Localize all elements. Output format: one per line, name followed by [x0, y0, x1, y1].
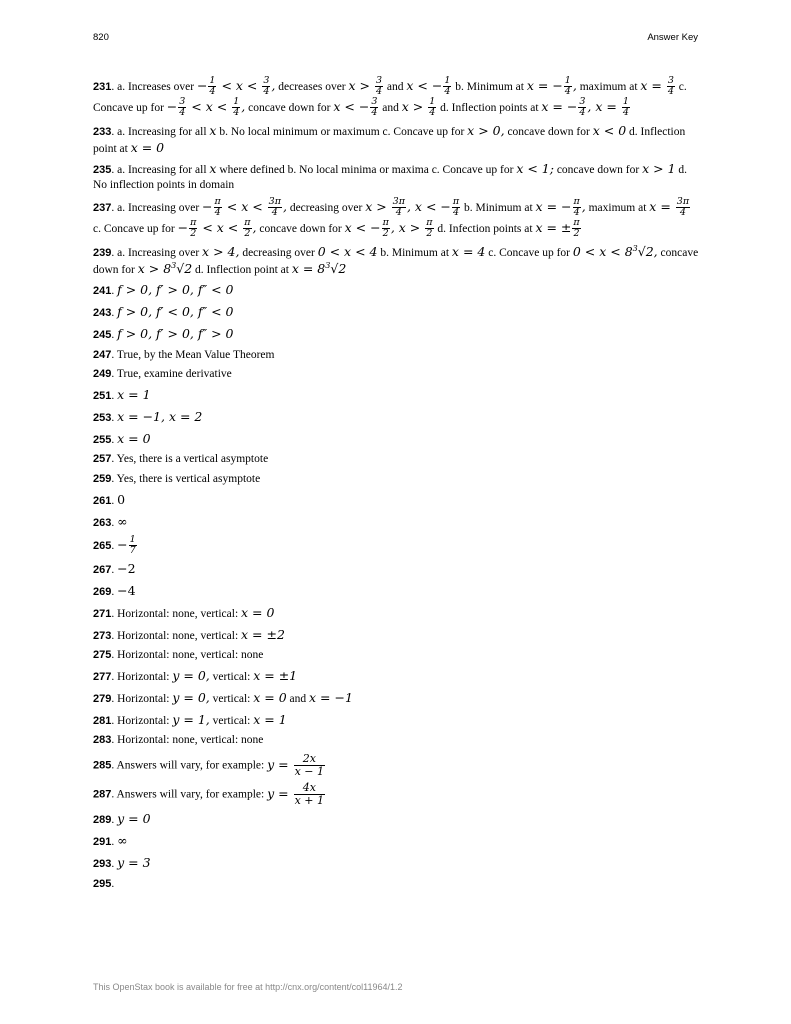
answer-text: . [111, 516, 115, 529]
answer-text: . [111, 307, 115, 320]
answer-text: . [111, 586, 115, 599]
answer-number: 289 [93, 814, 112, 827]
answer-259 [93, 472, 699, 487]
answer-number: 237 [93, 202, 112, 215]
answer-text: and [382, 101, 399, 114]
answer-text: . Answers will vary, for example: [111, 788, 265, 801]
answer-text: . [111, 494, 115, 507]
answer-text: concave down for [556, 164, 640, 176]
answer-number: 265 [93, 540, 112, 553]
answer-text: . [111, 857, 115, 870]
answer-241: 241. f > 0, f′ > 0, f″ < 0 [93, 282, 234, 298]
answer-text: maximum at [579, 80, 638, 93]
answer-number: 243 [93, 307, 112, 320]
answer-text: . Yes, there is vertical asymptote [111, 473, 261, 486]
answer-text: . a. Increasing over [111, 247, 200, 260]
answer-text: . [111, 328, 115, 341]
answer-number: 241 [93, 285, 112, 298]
answer-text: . Horizontal: none, vertical: [111, 607, 239, 620]
answer-235: 235. a. Increasing for all x where defined b. No local minima or maxima c. Concave up for x < 1; concave down for x > 1 d. No inflection points in domain [93, 161, 688, 191]
answer-number: 249 [93, 368, 112, 381]
answer-text: concave down for [259, 223, 342, 236]
answer-number: 231 [93, 80, 112, 93]
answer-257 [93, 452, 699, 467]
answer-text: decreasing over [289, 202, 363, 215]
answer-293: 293. y = 3 [93, 854, 151, 870]
answer-text: vertical: [212, 714, 251, 727]
answer-233: 233. a. Increasing for all x b. No local minimum or maximum c. Concave up for x > 0, concave down for x < 0 d. Inflection point at x = 0 [93, 122, 686, 155]
answer-251: 251. x = 1 [93, 387, 151, 403]
answer-number: 235 [93, 164, 112, 176]
answer-number: 279 [93, 692, 112, 705]
answer-text: and [386, 80, 404, 93]
answer-text: vertical: [212, 671, 251, 684]
answer-255: 255. x = 0 [93, 430, 151, 446]
answer-263: 263. ∞ [93, 513, 128, 529]
answer-text: b. Minimum at [463, 202, 533, 215]
answer-295 [93, 877, 699, 892]
answer-267: 267. −2 [93, 561, 136, 577]
answer-283 [93, 733, 699, 748]
answer-291: 291. ∞ [93, 833, 128, 849]
answer-text: decreases over [278, 80, 346, 93]
answer-number: 283 [93, 734, 112, 747]
answer-text: b. No local minimum or maximum c. Concave up for [219, 125, 465, 138]
answer-number: 275 [93, 649, 112, 662]
section-title: Answer Key [647, 32, 698, 43]
answer-number: 239 [93, 247, 112, 260]
answer-text: . [111, 285, 115, 298]
answer-text: . Horizontal: [111, 671, 170, 684]
answer-text: . Horizontal: none, vertical: none [111, 649, 264, 662]
answer-number: 273 [93, 629, 112, 642]
footer-note: This OpenStax book is available for free at http://cnx.org/content/col11964/1.2 [93, 982, 403, 992]
page-number: 820 [93, 32, 109, 43]
answer-275 [93, 648, 699, 663]
answer-279: 279. Horizontal: y = 0, vertical: x = 0 and x = −1 [93, 689, 353, 705]
answer-number: 245 [93, 328, 112, 341]
answer-list [93, 76, 699, 896]
answer-number: 251 [93, 390, 112, 403]
answer-text: d. No inflection points in domain [93, 164, 688, 191]
answer-text: d. Inflection points at [440, 101, 539, 114]
answer-text: . Horizontal: [111, 692, 170, 705]
answer-number: 271 [93, 607, 112, 620]
answer-245: 245. f > 0, f′ > 0, f″ > 0 [93, 325, 234, 341]
answer-273: 273. Horizontal: none, vertical: x = ±2 [93, 626, 285, 642]
answer-text: . a. Increasing for all [111, 125, 207, 138]
answer-text: concave down for [248, 101, 331, 114]
answer-number: 261 [93, 494, 112, 507]
answer-text: . [111, 540, 115, 553]
answer-text: . Yes, there is a vertical asymptote [111, 453, 269, 466]
answer-253: 253. x = −1, x = 2 [93, 408, 203, 424]
answer-number: 285 [93, 759, 112, 772]
answer-text: . Horizontal: none, vertical: none [111, 734, 264, 747]
answer-number: 263 [93, 516, 112, 529]
answer-number: 259 [93, 473, 112, 486]
answer-number: 269 [93, 586, 112, 599]
answer-text: . True, by the Mean Value Theorem [111, 348, 275, 361]
answer-number: 257 [93, 453, 112, 466]
answer-265: 265. − $\frac{1}{7}$ [93, 534, 136, 557]
answer-number: 267 [93, 564, 112, 577]
answer-text: . True, examine derivative [111, 368, 232, 381]
answer-text: c. Concave up for [93, 223, 175, 236]
answer-text: d. Inflection point at [195, 264, 289, 277]
answer-text: maximum at [588, 202, 647, 215]
answer-number: 295 [93, 877, 112, 890]
answer-text: . [111, 411, 115, 424]
answer-239: 239. a. Increasing over x > 4, decreasing over 0 < x < 4 b. Minimum at x = 4 c. Concave up for $0 < x < 8^3√2$, concave down for $x > 8^3√2$ d. Inflection point at $x = 8^3√2$ [93, 244, 699, 277]
answer-text: . Horizontal: none, vertical: [111, 629, 239, 642]
answer-text: b. Minimum at [380, 247, 450, 260]
answer-231: 231. a. Increases over − $\frac{1}{4}$ < x < $\frac{3}{4}$ , decreases over x > $\frac{3}{4}$ and x < − $\frac{1}{4}$ b. Minimum at x = − $\frac{1}{4}$ , maximum at x = $\frac{3}{4}$ c. Concave up for − $\frac{3}{4}$ < x < $\frac{1}{4}$ , concave down for x < − $\frac{3}{4}$ and x > $\frac{1}{4}$ d. Inflection points at x = − $\frac{3}{4}$ , x = $\frac{1}{4}$ [93, 75, 687, 118]
answer-text: . Horizontal: [111, 714, 170, 727]
answer-text: . a. Increasing over [111, 202, 200, 215]
answer-number: 247 [93, 348, 112, 361]
answer-243: 243. f > 0, f′ < 0, f″ < 0 [93, 304, 234, 320]
answer-number: 253 [93, 411, 112, 424]
answer-text: d. Inflection point at [93, 125, 686, 155]
answer-number: 281 [93, 714, 112, 727]
answer-text: . [111, 814, 115, 827]
answer-number: 291 [93, 836, 112, 849]
answer-237: 237. a. Increasing over − $\frac{\pi}{4}$ < x < $\frac{3\pi}{4}$ , decreasing over x > $\frac{3\pi}{4}$ , x < − $\frac{\pi}{4}$ b. Minimum at x = − $\frac{\pi}{4}$ , maximum at x = $\frac{3\pi}{4}$ c. Concave up for − $\frac{\pi}{2}$ < x < $\frac{\pi}{2}$ , concave down for x < − $\frac{\pi}{2}$ , x > $\frac{\pi}{2}$ d. Infection points at x = ± $\frac{\pi}{2}$ [93, 196, 690, 240]
answer-text: and [289, 692, 307, 705]
answer-247 [93, 348, 699, 363]
answer-text: b. Minimum at [455, 80, 524, 93]
answer-number: 255 [93, 433, 112, 446]
answer-text: concave down for [507, 125, 590, 138]
answer-text: . [111, 564, 115, 577]
answer-text: concave down for [93, 247, 699, 277]
answer-text: . a. Increasing for all [111, 164, 207, 176]
answer-285: 285. Answers will vary, for example: y = $\frac{2x}{x - 1}$ [93, 752, 325, 778]
answer-text: decreasing over [242, 247, 315, 260]
answer-text: . a. Increases over [111, 80, 195, 93]
answer-text: vertical: [212, 692, 251, 705]
answer-289: 289. y = 0 [93, 811, 151, 827]
answer-number: 277 [93, 671, 112, 684]
answer-text: . [111, 390, 115, 403]
answer-number: 233 [93, 125, 112, 138]
answer-281: 281. Horizontal: y = 1, vertical: x = 1 [93, 711, 287, 727]
answer-287: 287. Answers will vary, for example: y = $\frac{4x}{x + 1}$ [93, 781, 325, 807]
answer-number: 287 [93, 788, 112, 801]
answer-text: . [111, 433, 115, 446]
answer-249 [93, 367, 699, 382]
answer-269: 269. −4 [93, 583, 136, 599]
answer-text: c. Concave up for [488, 247, 570, 260]
answer-text: c. Concave up for [93, 80, 687, 114]
answer-261: 261. 0 [93, 491, 126, 507]
answer-271: 271. Horizontal: none, vertical: x = 0 [93, 604, 275, 620]
answer-text: . [111, 877, 115, 890]
answer-text: . [111, 836, 115, 849]
answer-text: . Answers will vary, for example: [111, 759, 265, 772]
answer-text: d. Infection points at [437, 223, 533, 236]
answer-text: where defined b. No local minima or maxima c. Concave up for [219, 164, 514, 176]
answer-277: 277. Horizontal: y = 0, vertical: x = ±1 [93, 668, 298, 684]
answer-number: 293 [93, 857, 112, 870]
